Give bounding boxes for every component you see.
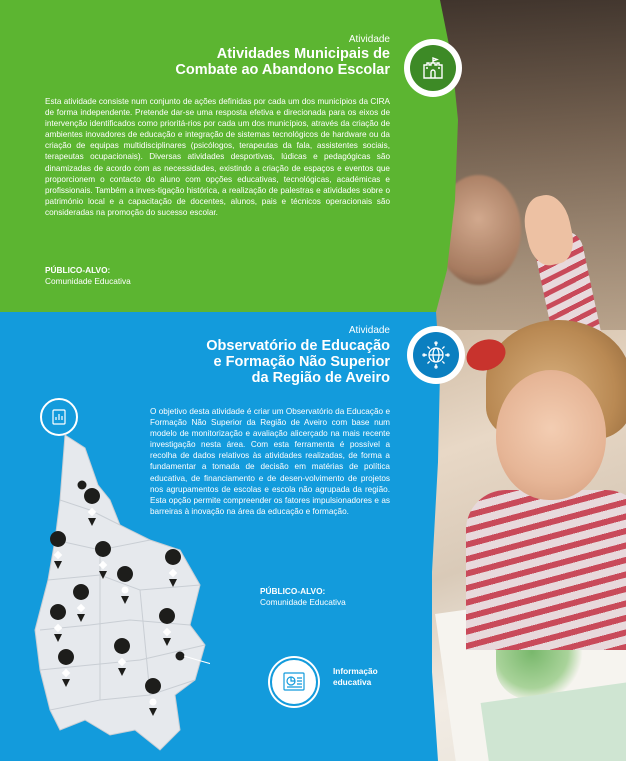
section2-audience-label: PÚBLICO-ALVO: <box>260 586 326 596</box>
aveiro-region-map <box>30 430 210 761</box>
section2-title <box>150 338 390 386</box>
section1-title-line2: Combate ao Abandono Escolar <box>175 62 390 78</box>
chart-document-icon <box>281 669 307 695</box>
striped-shirt <box>466 490 626 650</box>
map-point <box>78 481 87 490</box>
section1-body: Esta atividade consiste num conjunto de ações definidas por cada um dos municípios da CIRA de forma independente. Pretende dar-se uma resposta efetiva e direcionada para os eixos de intervenção identificados como prioritá-rios por cada um dos municípios, através da criação de ambientes inovadores de educação e integração de sistemas tecnológicos de hardware ou da criação de equipas multidisciplinares (psicólogos, terapeutas da fala, assistentes sociais, terapeutas ocupacionais). Diversas atividades desportivas, lúdicas e pedagógicas são dinamizadas de acordo com as necessidades, existindo a criação de espaços e eventos que proporcionem o contacto do aluno com opções educativas, tecnológicas, académicas e profissionais. Também a inves-tigação histórica, a realização de palestras e atividades sobre o património local e a capacitação de docentes, alunos, pais e técnicos operacionais são consideradas na promoção do sucesso escolar. <box>45 97 390 217</box>
section1-kicker: Atividade <box>348 34 390 45</box>
section2-title-line3: da Região de Aveiro <box>251 370 390 386</box>
section1-audience-value: Comunidade Educativa <box>45 276 131 286</box>
section2-badge <box>407 326 465 384</box>
section2-audience <box>260 586 410 608</box>
section1-audience-label: PÚBLICO-ALVO: <box>45 265 111 275</box>
info-label-line1: Informação <box>333 666 378 676</box>
info-label <box>333 666 413 688</box>
castle-icon <box>420 55 446 81</box>
map-point <box>176 652 185 661</box>
section1-title-line1: Atividades Municipais de <box>216 46 390 62</box>
section1-badge-inner <box>410 45 456 91</box>
section2-title-line2: e Formação Não Superior <box>213 354 390 370</box>
section1-badge <box>404 39 462 97</box>
report-document-icon <box>50 408 68 426</box>
region-outline <box>35 435 205 750</box>
child-face <box>496 370 606 500</box>
section2-audience-value: Comunidade Educativa <box>260 597 346 607</box>
globe-network-icon <box>422 341 450 369</box>
section2-title-line1: Observatório de Educação <box>206 338 390 354</box>
section2-body: O objetivo desta atividade é criar um Observatório da Educação e Formação Não Superior da Região de Aveiro com base num modelo de monitorização e avaliação alicerçado na mais recente investigação nesta área. Com esta ferramenta é possível a recolha de dados relativos às atividades realizadas, de forma a fundamentar a tomada de decisão em matérias de política educativa, de financiamento e de desen-volvimento de projetos nos agrupamentos de escolas e escola não agrupada da região. Esta opção permite compreender os fatores impulsionadores e as barreiras à inovação na área da educação e formação. <box>150 407 390 516</box>
section2-badge-inner <box>413 332 459 378</box>
section1-title <box>120 46 390 78</box>
info-label-line2: educativa <box>333 677 372 687</box>
info-icon-circle <box>270 658 318 706</box>
section2-kicker: Atividade <box>348 325 390 336</box>
section1-audience <box>45 265 245 287</box>
